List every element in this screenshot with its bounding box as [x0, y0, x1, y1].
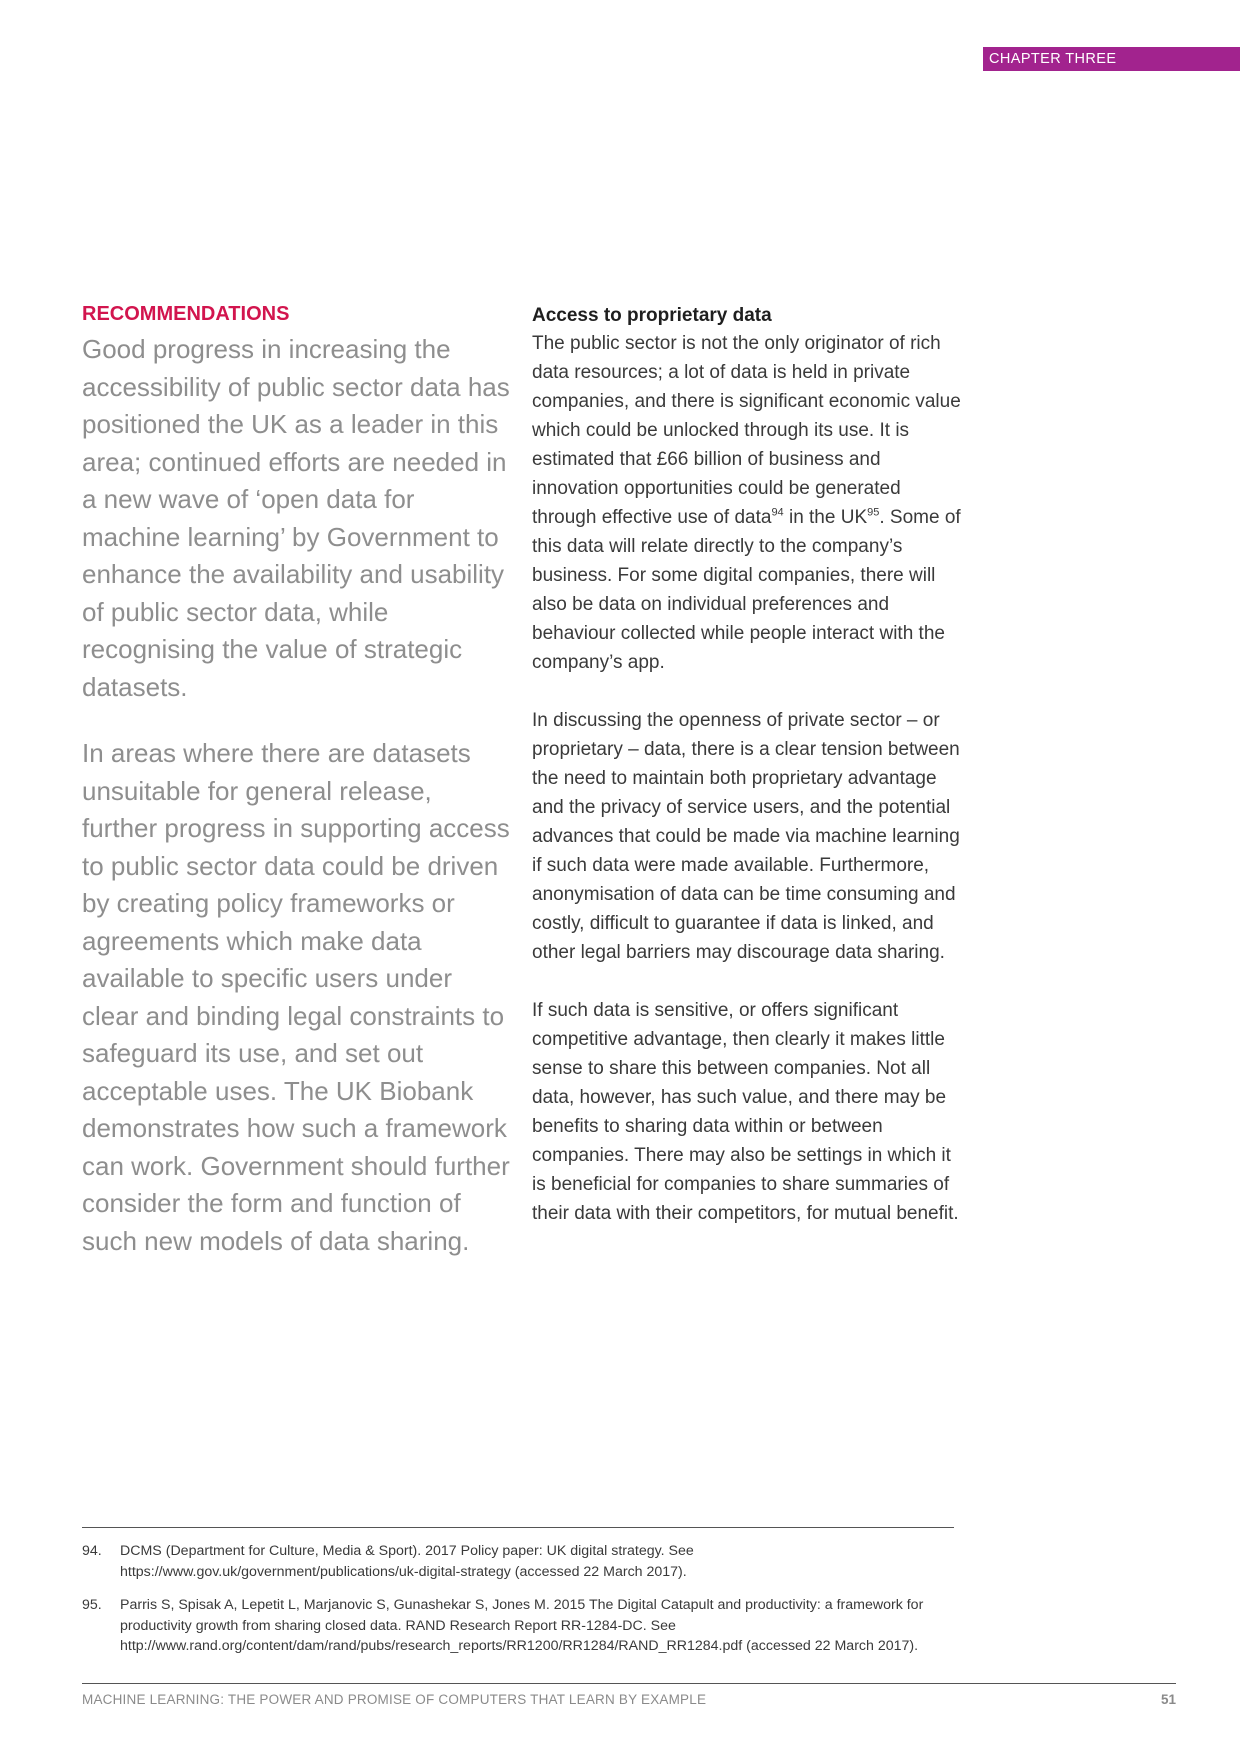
footnote	[82, 1595, 954, 1657]
footer-title: MACHINE LEARNING: THE POWER AND PROMISE OF COMPUTERS THAT LEARN BY EXAMPLE	[82, 1692, 707, 1707]
footnote-ref[interactable]: 95	[867, 506, 880, 519]
footnote-text: DCMS (Department for Culture, Media & Sport). 2017 Policy paper: UK digital strategy. See https://www.gov.uk/government/publications/uk-digital-strategy (accessed 22 March 2017).	[120, 1543, 694, 1580]
footnote-number: 94.	[82, 1543, 102, 1559]
body-text: . Some of this data will relate directly to the company’s business. For some digital companies, there will also be data on individual preferences and behaviour collected while people interact with the company’s app.	[532, 507, 961, 673]
footnotes	[82, 1541, 954, 1657]
footnote-number: 95.	[82, 1597, 102, 1613]
body-text: The public sector is not the only originator of rich data resources; a lot of data is held in private companies, and there is significant economic value which could be unlocked through its use. It is estimated that £66 billion of business and innovation opportunities could be generated through effective use of data	[532, 333, 961, 528]
recommendations-heading: RECOMMENDATIONS	[82, 303, 290, 325]
recommendation-paragraph: In areas where there are datasets unsuitable for general release, further progress in supporting access to public sector data could be driven by creating policy frameworks or agreements which make data available to specific users under clear and binding legal constraints to safeguard its use, and set out acceptable uses. The UK Biobank demonstrates how such a framework can work. Government should further consider the form and function of such new models of data sharing.	[82, 738, 510, 1256]
footnote-divider	[82, 1527, 954, 1528]
footer-divider	[82, 1683, 1176, 1684]
body-paragraph: In discussing the openness of private sector – or proprietary – data, there is a clear tension between the need to maintain both proprietary advantage and the privacy of service users, and the potential advances that could be made via machine learning if such data were made available. Furthermore, anonymisation of data can be time consuming and costly, difficult to guarantee if data is linked, and other legal barriers may discourage data sharing.	[532, 710, 960, 963]
footnote-ref[interactable]: 94	[771, 506, 784, 519]
footnote-text: Parris S, Spisak A, Lepetit L, Marjanovic S, Gunashekar S, Jones M. 2015 The Digital Catapult and productivity: a framework for productivity growth from sharing closed data. RAND Research Report RR-1284-DC. See http://www.rand.org/content/dam/rand/pubs/research_reports/RR1200/RR1284/RAND_RR1284.pdf (accessed 22 March 2017).	[120, 1597, 924, 1654]
body-paragraph	[532, 329, 964, 677]
section-heading: Access to proprietary data	[532, 305, 772, 326]
body-paragraph: If such data is sensitive, or offers significant competitive advantage, then clearly it makes little sense to share this between companies. Not all data, however, has such value, and there may be benefits to sharing data within or between companies. There may also be settings in which it is beneficial for companies to share summaries of their data with their competitors, for mutual benefit.	[532, 1000, 959, 1224]
recommendations-box	[82, 301, 512, 1260]
body-text: in the UK	[783, 507, 868, 528]
page-number: 51	[1160, 1692, 1176, 1707]
chapter-label: CHAPTER THREE	[983, 47, 1240, 71]
recommendation-paragraph: Good progress in increasing the accessibility of public sector data has positioned the UK as a leader in this area; continued efforts are needed in a new wave of ‘open data for machine learning’ by Government to enhance the availability and usability of public sector data, while recognising the value of strategic datasets.	[82, 334, 510, 702]
footnote	[82, 1541, 954, 1582]
main-body	[532, 303, 964, 1228]
